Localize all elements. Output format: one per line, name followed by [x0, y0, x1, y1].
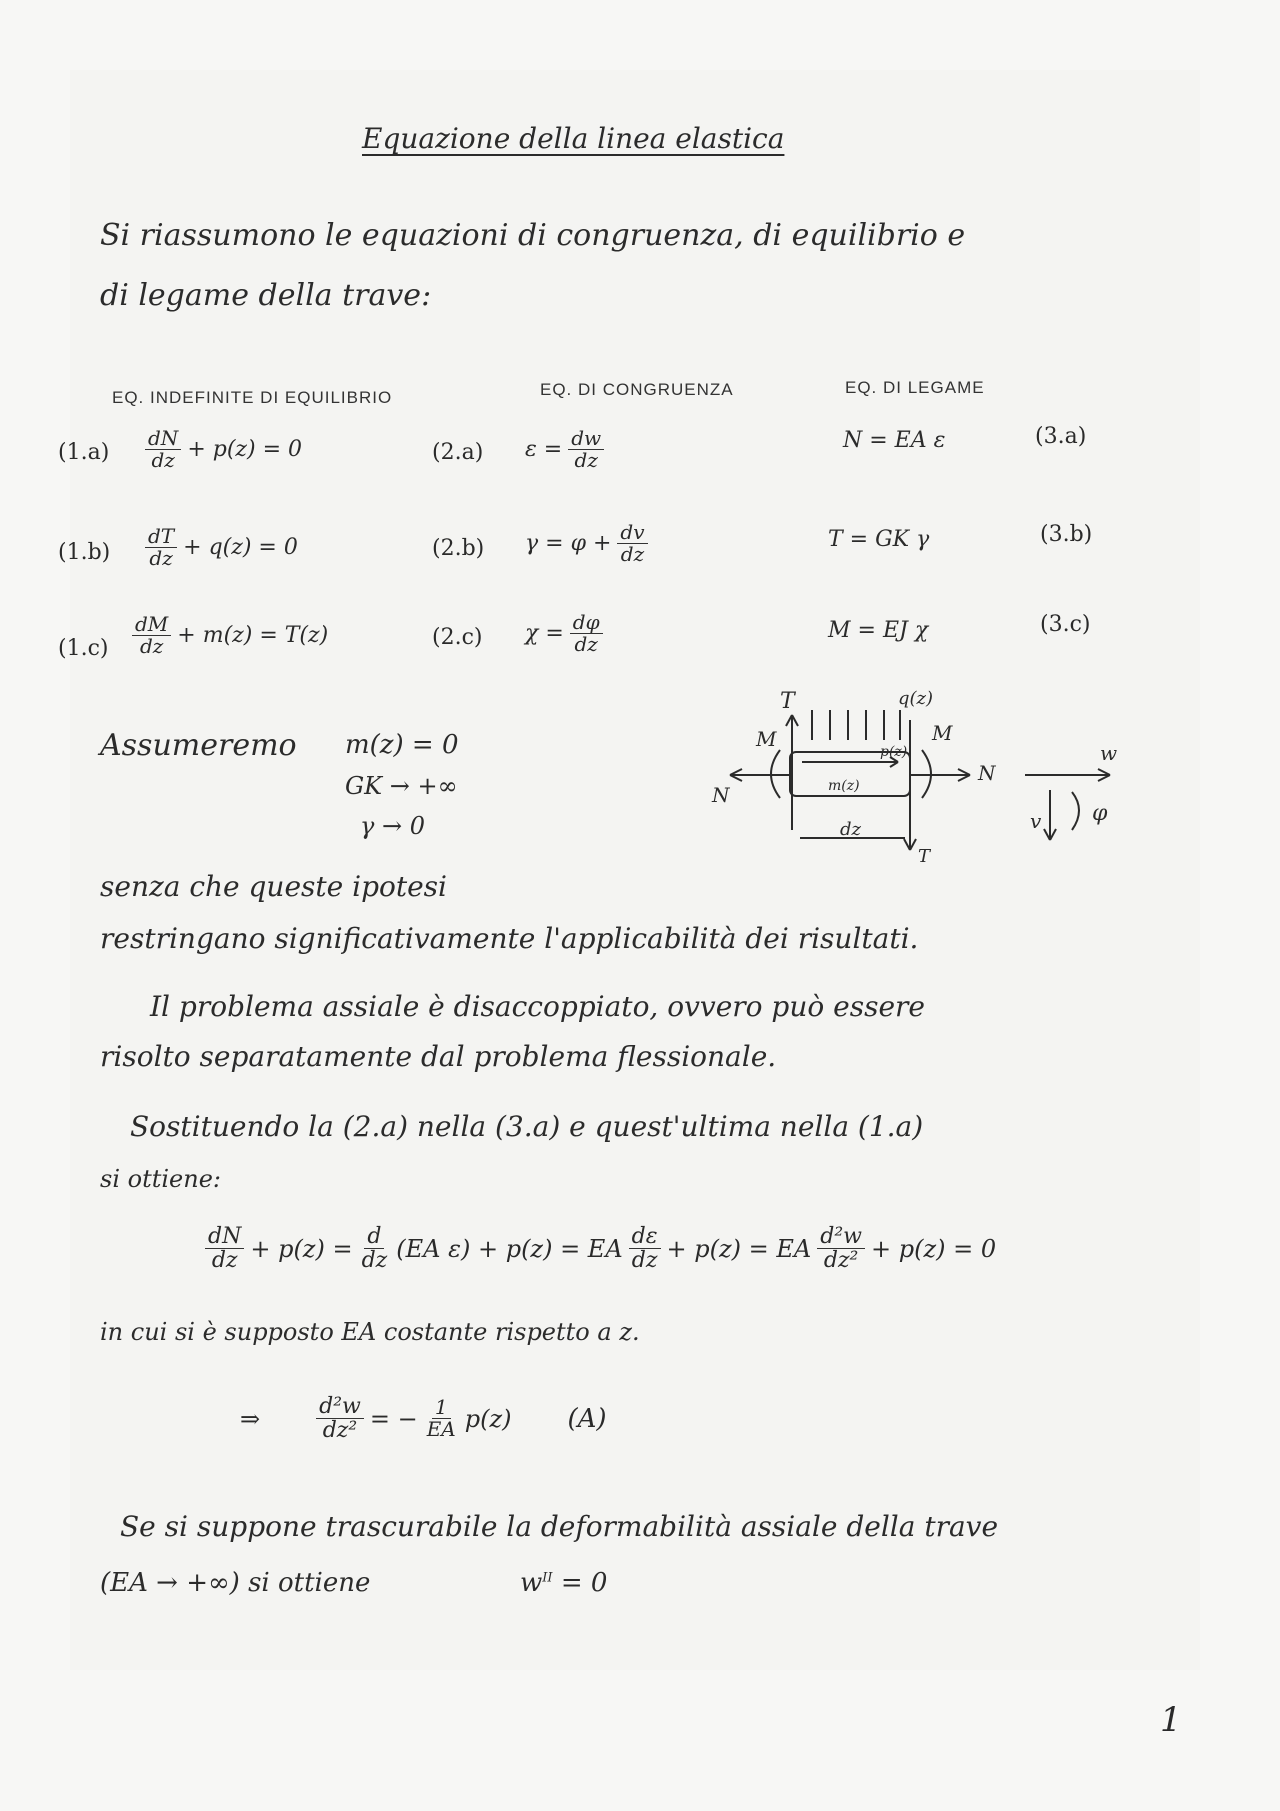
- congruence-equation: [525, 428, 604, 471]
- fraction-denominator: dz: [149, 546, 173, 570]
- equilibrium-equation: [145, 428, 302, 471]
- text-axial-2: risolto separatamente dal problema flessionale.: [100, 1040, 777, 1073]
- text-conclusion-2: (EA → +∞) si ottiene: [100, 1568, 371, 1598]
- label-dz: dz: [840, 819, 862, 840]
- congruence-label: (2.a): [432, 440, 484, 465]
- constitutive-equation: M = EJ χ: [828, 618, 929, 643]
- fraction-numerator: dT: [145, 526, 177, 548]
- fraction-denominator: dz: [211, 1248, 238, 1274]
- load-term: p(z): [464, 1404, 512, 1433]
- assumption-3: γ → 0: [360, 812, 425, 840]
- congruence-label: (2.b): [432, 536, 485, 561]
- text-axial-1: Il problema assiale è disaccoppiato, ovvero può essere: [150, 990, 925, 1023]
- equation-label-A: (A): [567, 1403, 607, 1434]
- text-hypotheses-1: senza che queste ipotesi: [100, 870, 448, 903]
- term-rest: (EA ε) + p(z) = EA: [396, 1234, 623, 1263]
- fraction-denominator: dz: [574, 448, 598, 472]
- fraction-denominator: dz: [151, 448, 175, 472]
- constitutive-label: (3.a): [1035, 424, 1087, 449]
- beam-element-diagram: [700, 680, 1180, 870]
- header-equilibrium: EQ. INDEFINITE DI EQUILIBRIO: [112, 388, 393, 407]
- fraction-numerator: d²w: [316, 1395, 364, 1419]
- text-hypotheses-2: restringano significativamente l'applicabilità dei risultati.: [100, 922, 919, 955]
- fraction-denominator: dz: [361, 1248, 388, 1274]
- fraction-numerator: dM: [132, 614, 171, 636]
- equation-rest: + p(z) = 0: [187, 437, 302, 462]
- fraction-denominator: EA: [426, 1417, 456, 1442]
- term-rest: + p(z) = 0: [870, 1234, 997, 1263]
- fraction-numerator: d²w: [817, 1225, 865, 1249]
- term-rest: + p(z) =: [250, 1234, 353, 1263]
- label-phi: φ: [1092, 801, 1108, 826]
- equation-rest: + m(z) = T(z): [177, 623, 329, 648]
- fraction-denominator: dz: [631, 1248, 658, 1274]
- text-substitution-2: si ottiene:: [100, 1165, 221, 1193]
- fraction-numerator: dN: [145, 428, 181, 450]
- label-T-top: T: [780, 689, 795, 714]
- label-M-left: M: [756, 727, 777, 751]
- fraction-denominator: dz: [574, 632, 598, 656]
- constitutive-equation: N = EA ε: [843, 428, 946, 453]
- label-N-right: N: [978, 761, 996, 785]
- page-number: 1: [1160, 1700, 1182, 1740]
- fraction-denominator: dz²: [322, 1418, 358, 1444]
- assumption-2: GK → +∞: [345, 772, 458, 800]
- label-q: q(z): [898, 688, 934, 709]
- result-equation-A: [240, 1395, 607, 1442]
- label-v: v: [1030, 809, 1042, 833]
- fraction-denominator: dz²: [823, 1248, 859, 1274]
- intro-line-2: di legame della trave:: [100, 278, 432, 313]
- header-congruence: EQ. DI CONGRUENZA: [540, 380, 734, 399]
- label-w: w: [1100, 741, 1118, 765]
- equation-rest: + q(z) = 0: [183, 535, 298, 560]
- fraction-denominator: dz: [139, 634, 164, 658]
- assumption-1: m(z) = 0: [345, 730, 459, 760]
- text-ea-constant: in cui si è supposto EA costante rispetto a z.: [100, 1318, 640, 1346]
- fraction-numerator: dv: [617, 522, 647, 544]
- text-substitution-1: Sostituendo la (2.a) nella (3.a) e quest'ultima nella (1.a): [130, 1110, 924, 1143]
- eq-label: (1.c): [58, 636, 109, 661]
- axial-derivation-equation: [205, 1225, 996, 1272]
- equals-minus: = −: [369, 1404, 418, 1433]
- equation-lhs: χ =: [525, 621, 564, 646]
- assumptions-lead: Assumeremo: [100, 728, 297, 763]
- constitutive-label: (3.b): [1040, 522, 1093, 547]
- equation-lhs: ε =: [525, 437, 563, 462]
- constitutive-label: (3.c): [1040, 612, 1091, 637]
- fraction-numerator: d: [364, 1225, 384, 1249]
- fraction-numerator: dε: [629, 1225, 661, 1249]
- fraction-numerator: dφ: [570, 612, 603, 634]
- intro-line-1: Si riassumono le equazioni di congruenza, di equilibrio e: [100, 218, 966, 253]
- label-T-bottom: T: [918, 846, 931, 867]
- phi-arc: [1072, 792, 1079, 830]
- congruence-equation: [525, 612, 603, 655]
- header-constitutive: EQ. DI LEGAME: [845, 378, 985, 397]
- label-M-right: M: [932, 721, 953, 745]
- term-rest: + p(z) = EA: [666, 1234, 812, 1263]
- eq-label: (1.b): [58, 540, 111, 565]
- equation-lhs: γ = φ +: [525, 531, 612, 556]
- eq-label: (1.a): [58, 440, 110, 465]
- final-result-superscript: II: [542, 1570, 553, 1586]
- fraction-numerator: dN: [205, 1225, 244, 1249]
- congruence-equation: [525, 522, 648, 565]
- equilibrium-equation: [145, 526, 298, 569]
- congruence-label: (2.c): [432, 625, 483, 650]
- label-N-left: N: [712, 783, 730, 807]
- label-p: p(z): [880, 744, 908, 760]
- implies-arrow: ⇒: [240, 1404, 261, 1433]
- fraction-numerator: dw: [568, 428, 604, 450]
- equilibrium-equation: [132, 614, 328, 657]
- text-conclusion-1: Se si suppone trascurabile la deformabilità assiale della trave: [120, 1510, 999, 1543]
- final-result-symbol: w: [520, 1568, 543, 1598]
- final-result: [520, 1568, 607, 1598]
- final-result-rest: = 0: [560, 1568, 608, 1598]
- page-title: Equazione della linea elastica: [362, 122, 785, 155]
- fraction-numerator: 1: [432, 1397, 451, 1419]
- constitutive-equation: T = GK γ: [828, 527, 930, 552]
- distributed-load-q: [812, 710, 900, 740]
- label-m: m(z): [828, 778, 860, 794]
- fraction-denominator: dz: [620, 542, 645, 566]
